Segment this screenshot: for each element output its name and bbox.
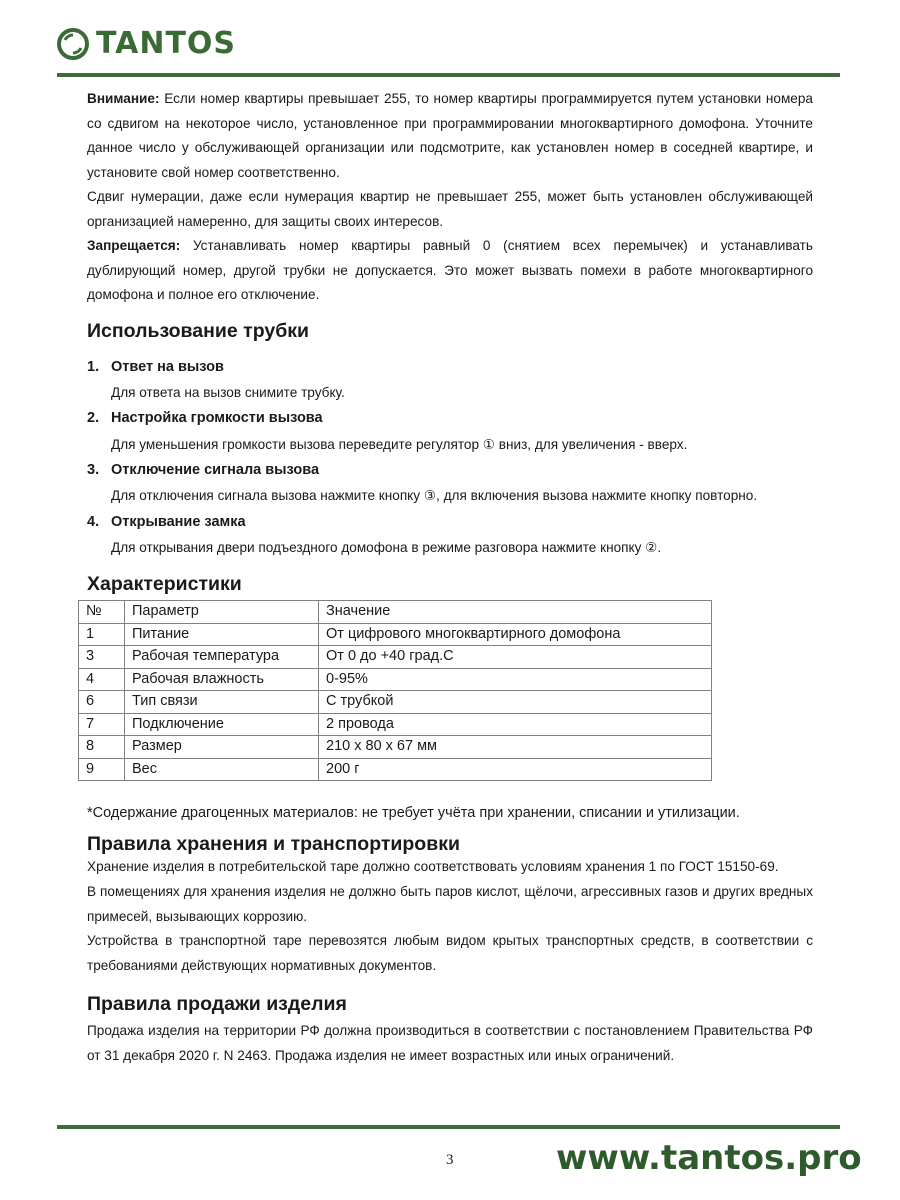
brand-name: TANTOS [96,26,237,61]
storage-heading: Правила хранения и транспортировки [87,833,460,855]
cell-value: 200 г [319,758,712,781]
usage-item-title: 2. Настройка громкости вызова [87,410,323,426]
cell-value: 0-95% [319,668,712,691]
specs-heading: Характеристики [87,573,242,595]
usage-item-title: 3. Отключение сигнала вызова [87,462,320,478]
usage-item-title: 4. Открывание замка [87,514,246,530]
header-cell: № [79,601,125,624]
warning-paragraph [87,87,813,186]
cell-value: 2 провода [319,713,712,736]
usage-item-body: Для ответа на вызов снимите трубку. [111,385,345,400]
cell-number: 8 [79,736,125,759]
tantos-logo-icon [56,27,90,61]
table-row [79,623,712,646]
warning-label: Внимание: [87,91,160,106]
cell-number: 6 [79,691,125,714]
cell-number: 4 [79,668,125,691]
usage-item-body: Для уменьшения громкости вызова переведите регулятор ① вниз, для увеличения - вверх. [111,437,688,452]
prohibited-text: Устанавливать номер квартиры равный 0 (снятием всех перемычек) и устанавливать дублирующий номер, другой трубки не допускается. Это может вызвать помехи в работе многоквартирного домофона и полное его отключение. [87,238,813,303]
cell-value: От 0 до +40 град.С [319,646,712,669]
warning-text: Если номер квартиры превышает 255, то номер квартиры программируется путем установки номера со сдвигом на некоторое число, установленное при программировании многоквартирного домофона. Уточните данное число у обслуживающей организации или подсмотрите, как установлен номер в соседней квартире, и установите свой номер соответственно. [87,91,813,181]
table-row [79,736,712,759]
usage-item-title: 1. Ответ на вызов [87,359,224,375]
table-row [79,691,712,714]
storage-paragraph: Хранение изделия в потребительской таре должно соответствовать условиям хранения 1 по ГОСТ 15150-69. [87,859,779,874]
cell-parameter: Тип связи [125,691,319,714]
header-cell: Значение [319,601,712,624]
table-row [79,646,712,669]
precious-materials-note: *Содержание драгоценных материалов: не требует учёта при хранении, списании и утилизации. [87,805,740,821]
shift-note-paragraph: Сдвиг нумерации, даже если нумерация квартир не превышает 255, может быть установлен обслуживающей организацией намеренно, для защиты своих интересов. [87,189,813,229]
table-row [79,668,712,691]
cell-parameter: Вес [125,758,319,781]
cell-number: 7 [79,713,125,736]
brand-logo [56,24,236,64]
footer-divider [57,1125,840,1129]
usage-item-body: Для отключения сигнала вызова нажмите кнопку ③, для включения вызова нажмите кнопку повторно. [111,488,758,503]
cell-parameter: Рабочая влажность [125,668,319,691]
cell-value: От цифрового многоквартирного домофона [319,623,712,646]
usage-heading: Использование трубки [87,320,310,342]
cell-parameter: Рабочая температура [125,646,319,669]
table-header-row [79,601,712,624]
cell-value: С трубкой [319,691,712,714]
cell-value: 210 х 80 х 67 мм [319,736,712,759]
cell-number: 3 [79,646,125,669]
cell-number: 1 [79,623,125,646]
header-cell: Параметр [125,601,319,624]
sales-heading: Правила продажи изделия [87,993,347,1015]
storage-paragraph: В помещениях для хранения изделия не должно быть паров кислот, щёлочи, агрессивных газов и других вредных примесей, вызывающих коррозию. [87,884,813,924]
prohibited-label: Запрещается: [87,238,181,253]
table-row [79,758,712,781]
cell-parameter: Питание [125,623,319,646]
header-divider [57,73,840,77]
website-link[interactable]: www.tantos.pro [556,1138,862,1178]
cell-parameter: Размер [125,736,319,759]
cell-number: 9 [79,758,125,781]
usage-item-body: Для открывания двери подъездного домофона в режиме разговора нажмите кнопку ②. [111,540,662,555]
page-number: 3 [446,1152,454,1168]
table-row [79,713,712,736]
specs-table [78,600,712,781]
sales-paragraph: Продажа изделия на территории РФ должна производиться в соответствии с постановлением Правительства РФ от 31 декабря 2020 г. N 2463. Продажа изделия не имеет возрастных или иных ограничений. [87,1023,813,1063]
prohibited-paragraph [87,234,813,308]
cell-parameter: Подключение [125,713,319,736]
storage-paragraph: Устройства в транспортной таре перевозятся любым видом крытых транспортных средств, в соответствии с требованиями действующих нормативных документов. [87,933,813,973]
